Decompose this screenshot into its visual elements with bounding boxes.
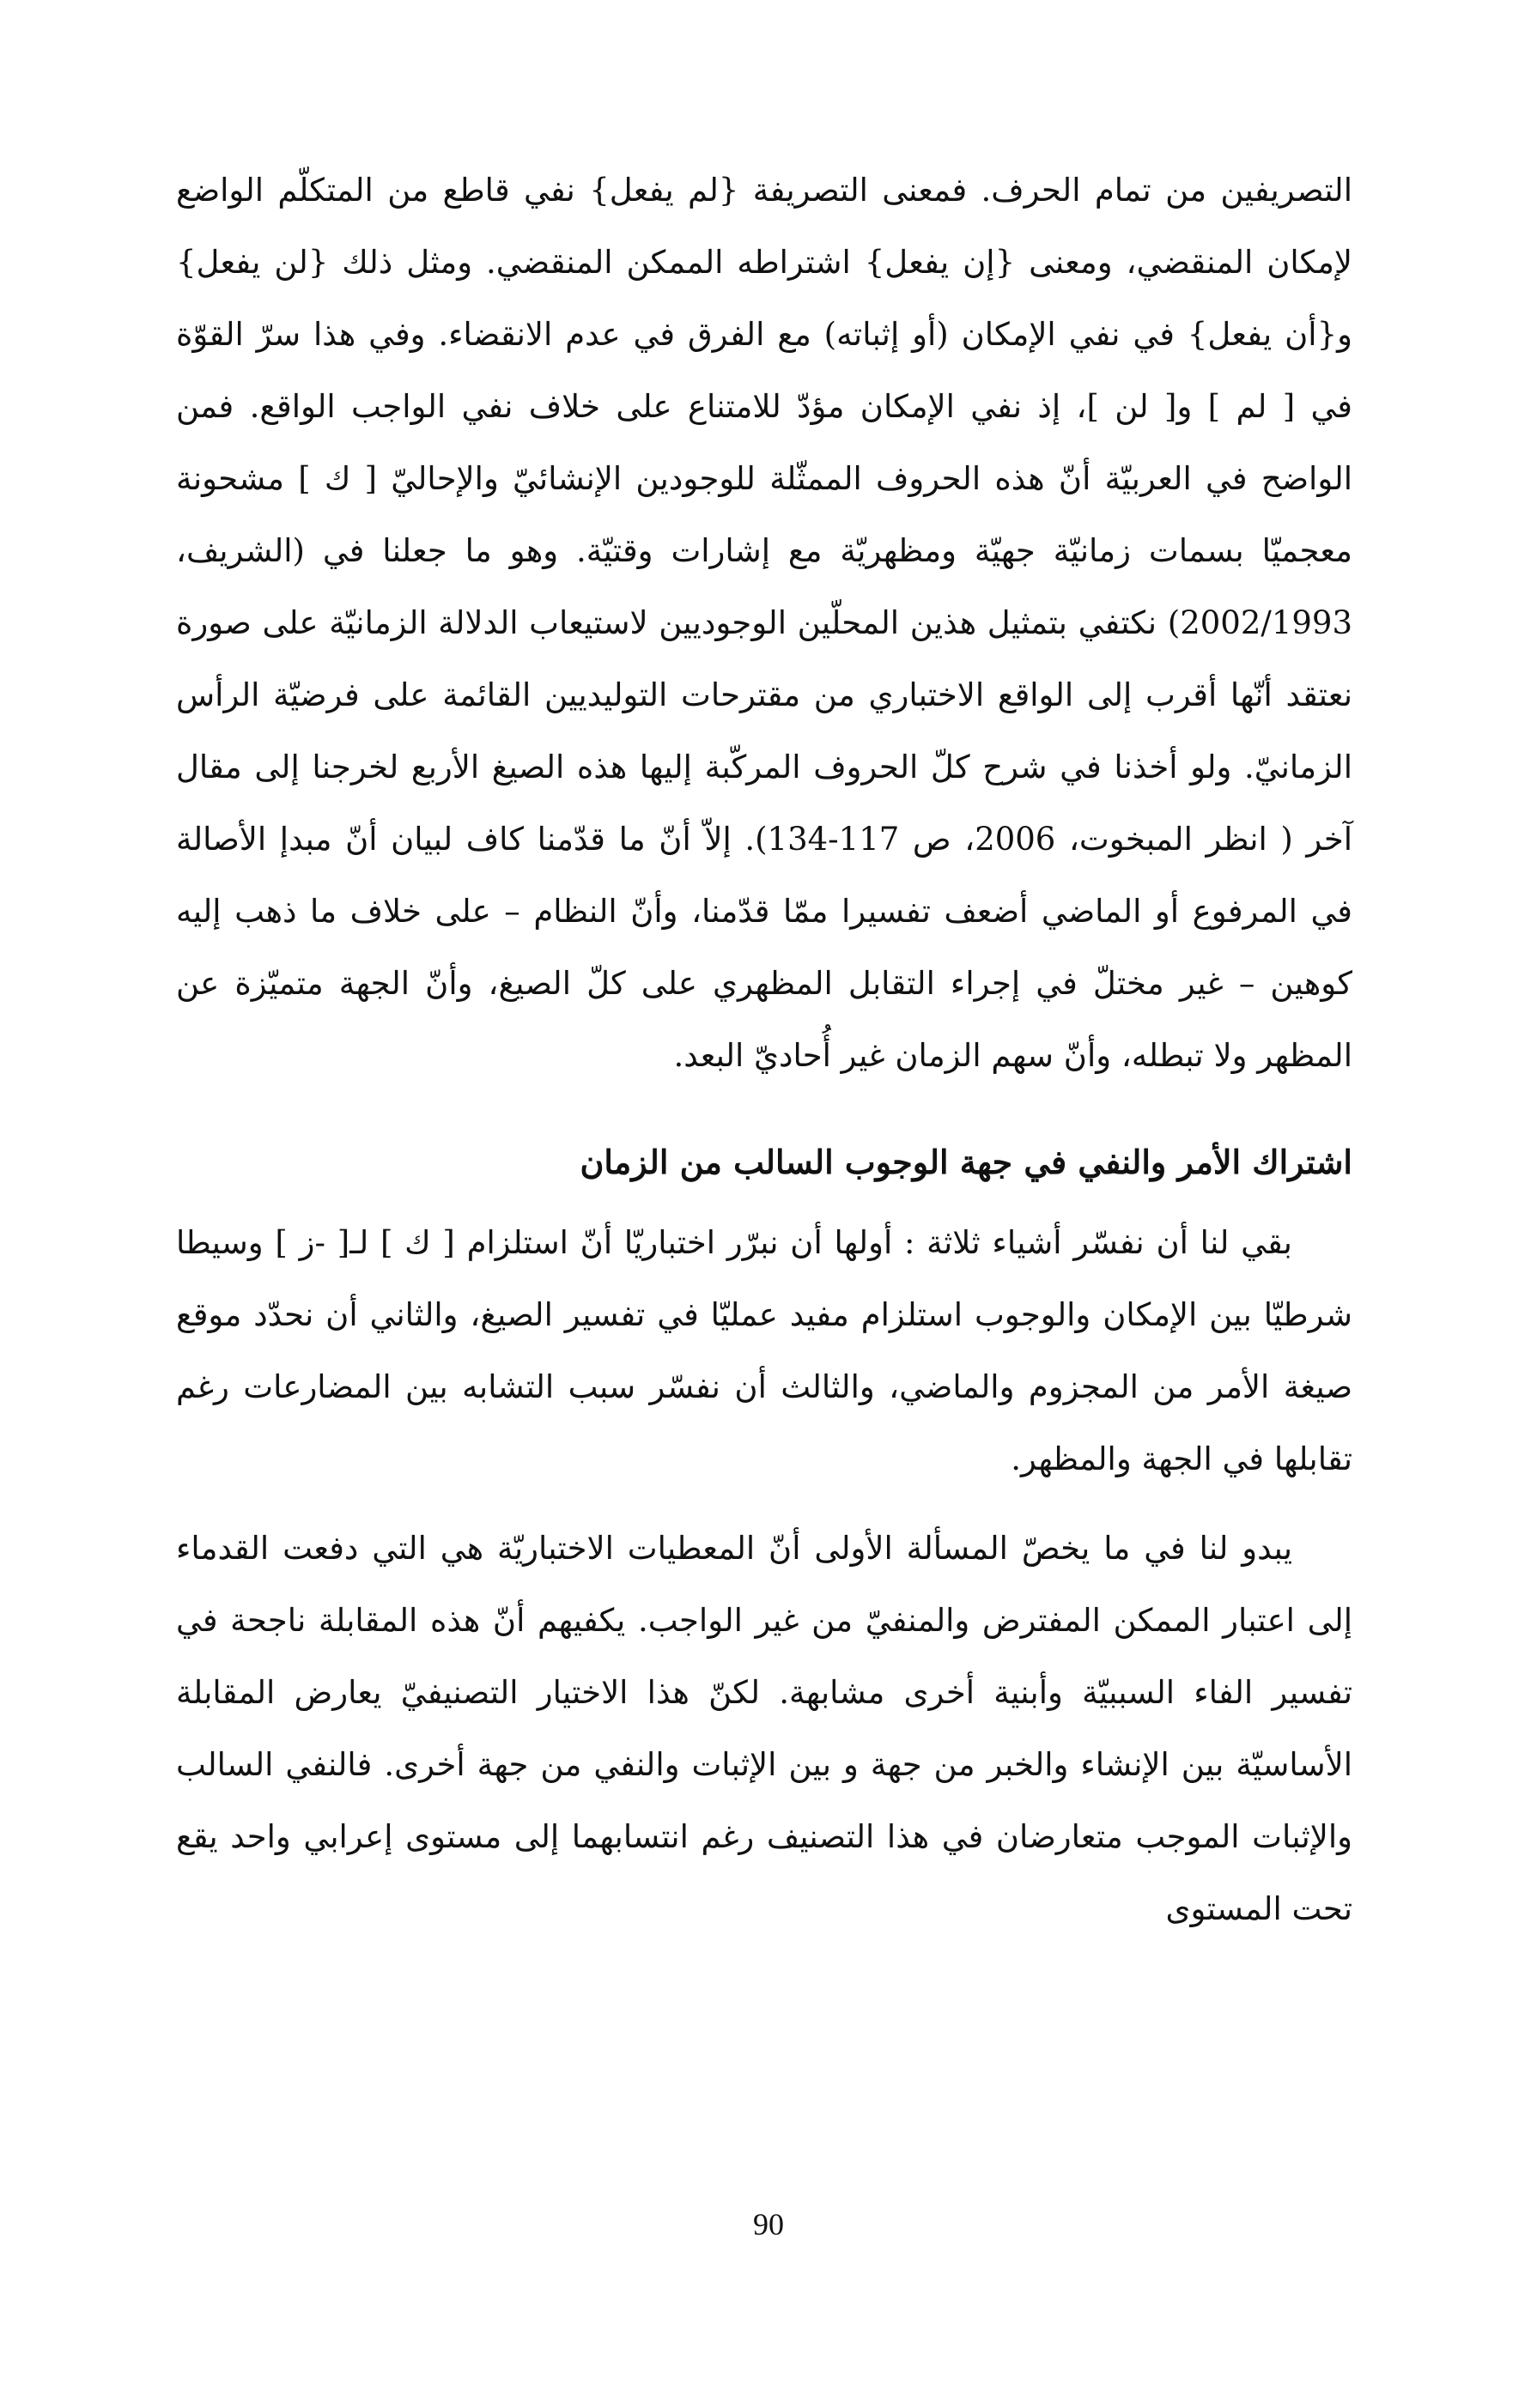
page-number: 90 [753,2207,784,2241]
section-heading: اشتراك الأمر والنفي في جهة الوجوب السالب من الزمان [580,1143,1352,1181]
body-paragraph-1: التصريفين من تمام الحرف. فمعنى التصريفة {لم يفعل} نفي قاطع من المتكلّم الواضع لإمكان المنقضي، ومعنى {إن يفعل} اشتراطه الممكن المنقضي. ومثل ذلك {لن يفعل} و{أن يفعل} في نفي الإمكان (أو إثباته) مع الفرق في عدم الانقضاء. وفي هذا سرّ القوّة في [ لم ] و[ لن ]، إذ نفي الإمكان مؤدّ للامتناع على خلاف نفي الواجب الواقع. فمن الواضح في العربيّة أنّ هذه الحروف الممثّلة للوجودين الإنشائيّ والإحاليّ [ ك ] مشحونة معجميّا بسمات زمانيّة جهيّة ومظهريّة مع إشارات وقتيّة. وهو ما جعلنا في (الشريف، 2002/1993) نكتفي بتمثيل هذين المحلّين الوجوديين لاستيعاب الدلالة الزمانيّة على صورة نعتقد أنّها أقرب إلى الواقع الاختباري من مقترحات التوليديين القائمة على فرضيّة الرأس الزمانيّ. ولو أخذنا في شرح كلّ الحروف المركّبة إليها هذه الصيغ الأربع لخرجنا إلى مقال آخر ( انظر المبخوت، 2006، ص 117-134). إلاّ أنّ ما قدّمنا كاف لبيان أنّ مبدإ الأصالة في المرفوع أو الماضي أضعف تفسيرا ممّا قدّمنا، وأنّ النظام – على خلاف ما ذهب إليه كوهين – غير مختلّ في إجراء التقابل المظهري على كلّ الصيغ، وأنّ الجهة متميّزة عن المظهر ولا تبطله، وأنّ سهم الزمان غير أُحاديّ البعد. [176,172,1352,1074]
body-paragraph-3: يبدو لنا في ما يخصّ المسألة الأولى أنّ المعطيات الاختباريّة هي التي دفعت القدماء إلى اعتبار الممكن المفترض والمنفيّ من غير الواجب. يكفيهم أنّ هذه المقابلة ناجحة في تفسير الفاء السببيّة وأبنية أخرى مشابهة. لكنّ هذا الاختيار التصنيفيّ يعارض المقابلة الأساسيّة بين الإنشاء والخبر من جهة و بين الإثبات والنفي من جهة أخرى. فالنفي السالب والإثبات الموجب متعارضان في هذا التصنيف رغم انتسابهما إلى مستوى إعرابي واحد يقع تحت المستوى [176,1530,1352,1927]
body-paragraph-2: بقي لنا أن نفسّر أشياء ثلاثة : أولها أن نبرّر اختباريّا أنّ استلزام [ ك ] لـ[ -ز ] وسيطا شرطيّا بين الإمكان والوجوب استلزام مفيد عمليّا في تفسير الصيغ، والثاني أن نحدّد موقع صيغة الأمر من المجزوم والماضي، والثالث أن نفسّر سبب التشابه بين المضارعات رغم تقابلها في الجهة والمظهر. [176,1224,1352,1477]
page-body [176,155,1352,1945]
